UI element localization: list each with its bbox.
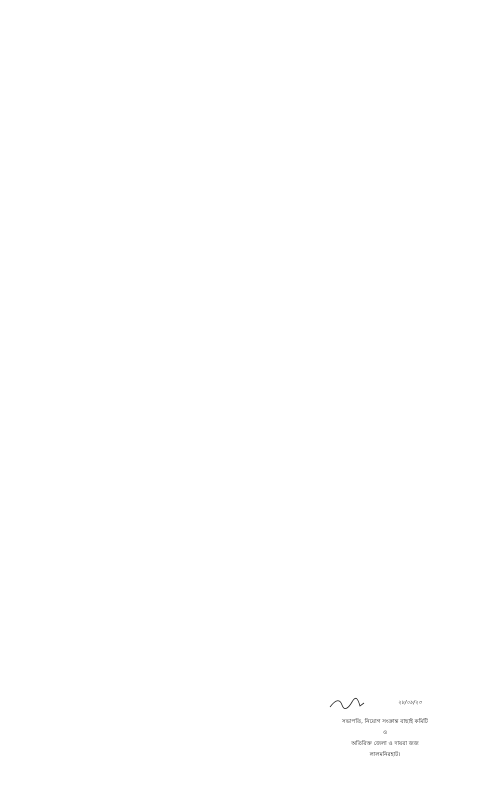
signature-date: ২৮/০৮/২৩ bbox=[398, 700, 422, 706]
notice-page: ২৮/০৮/২৩ সভাপতি, নিয়োগ সংক্রান্ত বাছাই কমিটি ও অতিরিক্ত জেলা ও দায়রা জজ লালমনিরহাট। bbox=[0, 0, 486, 800]
handwritten-signature bbox=[328, 697, 398, 711]
